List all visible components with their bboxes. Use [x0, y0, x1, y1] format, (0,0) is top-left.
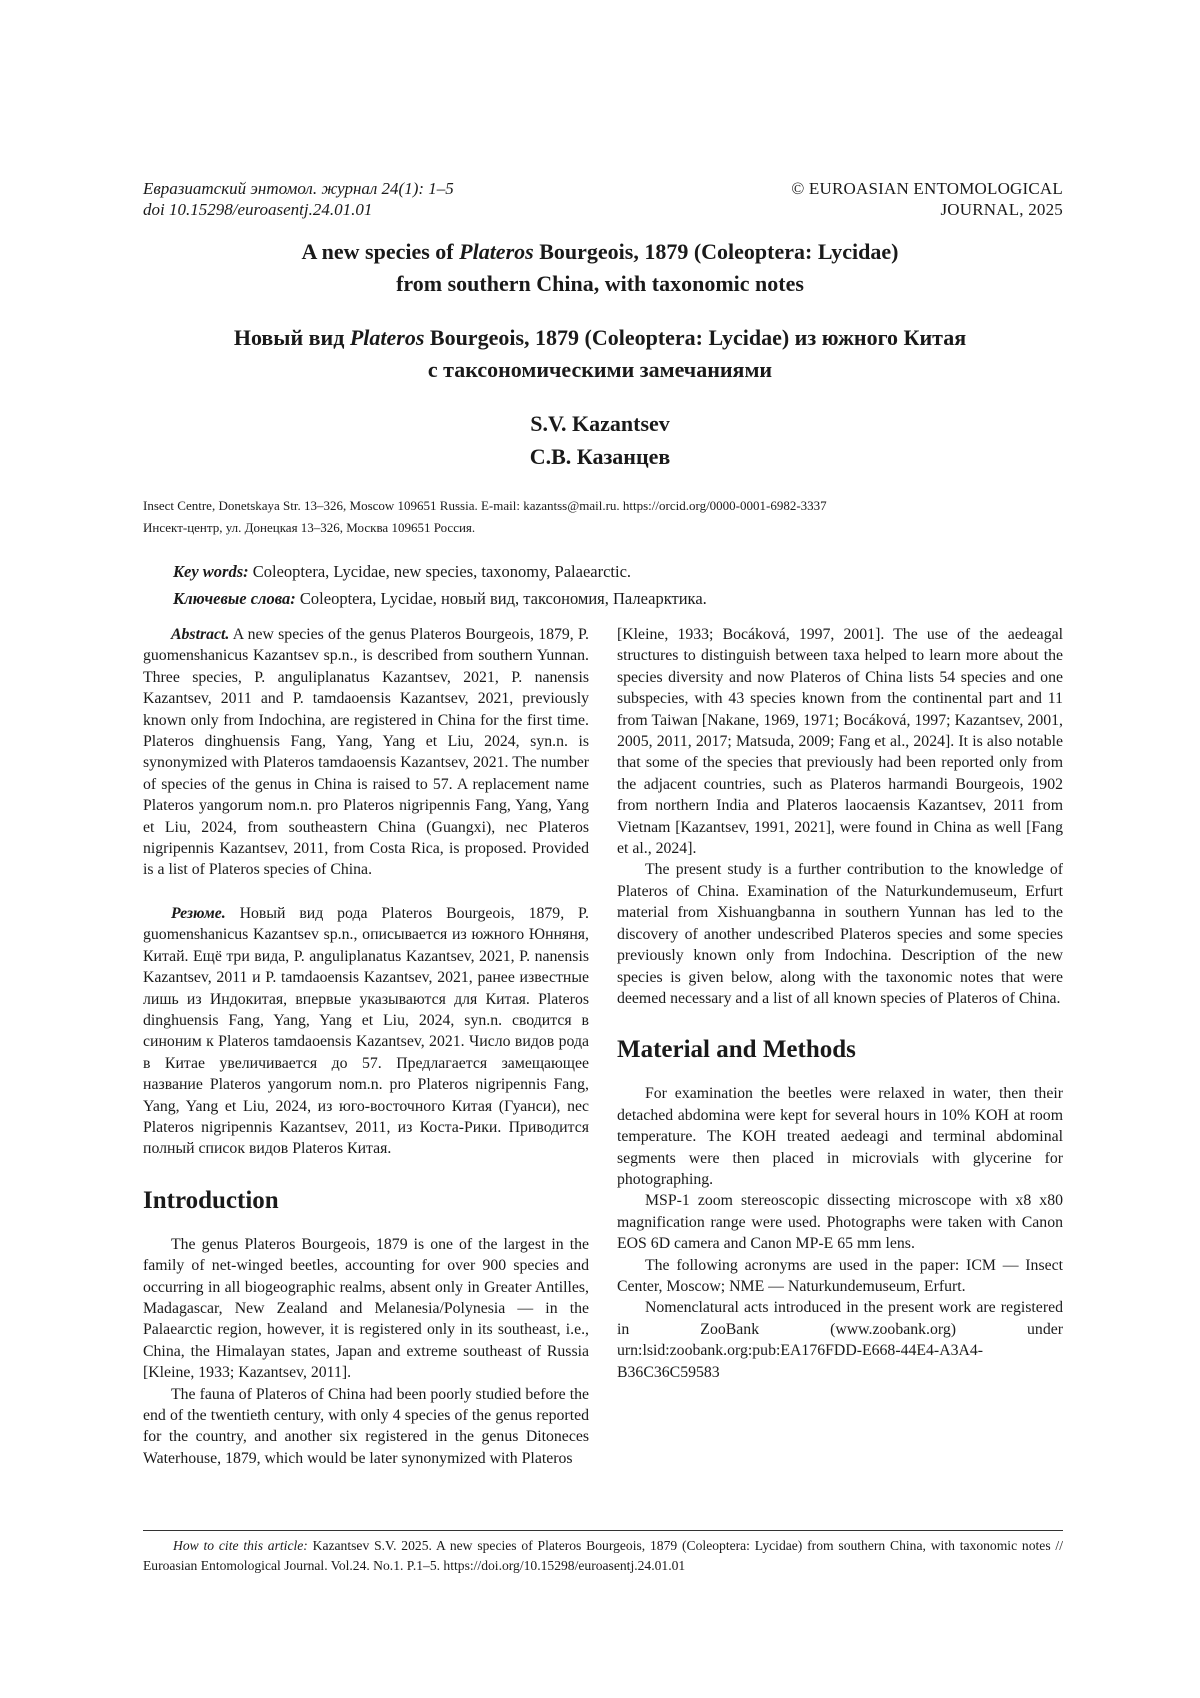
- methods-heading: Material and Methods: [617, 1036, 856, 1064]
- citation-text: Kazantsev S.V. 2025. A new species of Plateros Bourgeois, 1879 (Coleoptera: Lycidae) from southern China, with taxonomic notes // Euroasian Entomological Journal. Vol.24. No.1. P.1–5. https://doi.org/10.15298/euroasentj.24.01.01: [143, 1538, 1063, 1573]
- introduction-heading: Introduction: [143, 1186, 279, 1214]
- citation-label: How to cite this article:: [173, 1538, 308, 1553]
- copyright-block: [791, 178, 1063, 220]
- methods-paragraph: MSP-1 zoom stereoscopic dissecting microscope with x8 x80 magnification range were used. Photographs were taken with Canon EOS 6D camera and Canon MP-E 65 mm lens.: [617, 1192, 1063, 1253]
- author-russian: С.В. Казанцев: [529, 444, 671, 469]
- affiliation-russian: Инсект-центр, ул. Донецкая 13–326, Москва 109651 Россия.: [143, 520, 476, 535]
- copyright-line-2: JOURNAL, 2025: [940, 200, 1063, 219]
- methods-paragraph: The following acronyms are used in the paper: ICM — Insect Center, Moscow; NME — Naturkundemuseum, Erfurt.: [617, 1256, 1063, 1295]
- doi-line: doi 10.15298/euroasentj.24.01.01: [143, 200, 373, 219]
- affiliation: [143, 495, 1063, 539]
- author-english: S.V. Kazantsev: [530, 411, 670, 436]
- right-column: [617, 624, 1063, 1383]
- affiliation-english: Insect Centre, Donetskaya Str. 13–326, Moscow 109651 Russia. E-mail: kazantss@mail.ru. https://orcid.org/0000-0001-6982-3337: [143, 498, 827, 513]
- resume: Резюме. Новый вид рода Plateros Bourgeois, 1879, P. guomenshanicus Kazantsev sp.n., описывается из южного Юнняня, Китай. Ещё три вида, P. anguliplanatus Kazantsev, 2021, P. nanensis Kazantsev, 2011 и P. tamdaoensis Kazantsev, 2021, ранее известные лишь из Индокитая, впервые указываются для Китая. Plateros dinghuensis Fang, Yang, Yang et Liu, 2024, syn.n. сводится в синоним к Plateros tamdaoensis Kazantsev, 2021. Число видов рода в Китае увеличивается до 57. Предлагается замещающее название Plateros yangorum nom.n. pro Plateros nigripennis Fang, Yang, Yang et Liu, 2024, из юго-восточного Китая (Гуанси), nec Plateros nigripennis Kazantsev, 2011, из Коста-Рики. Приводится полный список видов Plateros Китая.: [143, 904, 589, 1158]
- title-russian: Новый вид Plateros Bourgeois, 1879 (Coleoptera: Lycidae) из южного Китая с таксономическими замечаниями: [233, 325, 967, 382]
- keywords-label: Key words:: [173, 562, 249, 581]
- journal-header: [143, 178, 454, 220]
- intro-paragraph: The present study is a further contribution to the knowledge of Plateros of China. Examination of the Naturkundemuseum, Erfurt material from Xishuangbanna in southern Yunnan has led to the discovery of another undescribed Plateros species and some species previously known only from Indochina. Description of the new species is given below, along with the taxonomic notes that were deemed necessary and a list of all known species of Plateros of China.: [617, 861, 1063, 1007]
- footer-divider: [143, 1530, 1063, 1531]
- abstract: Abstract. A new species of the genus Plateros Bourgeois, 1879, P. guomenshanicus Kazantsev sp.n., is described from southern Yunnan. Three species, P. anguliplanatus Kazantsev, 2021, P. nanensis Kazantsev, 2011 and P. tamdaoensis Kazantsev, 2021, previously known only from Indochina, are registered in China for the first time. Plateros dinghuensis Fang, Yang, Yang et Liu, 2024, syn.n. is synonymized with Plateros tamdaoensis Kazantsev, 2021. The number of species of the genus in China is raised to 57. A replacement name Plateros yangorum nom.n. pro Plateros nigripennis Fang, Yang, Yang et Liu, 2024, from southeastern China (Guangxi), nec Plateros nigripennis Kazantsev, 2011, from Costa Rica, is proposed. Provided is a list of Plateros species of China.: [143, 626, 589, 879]
- copyright-line-1: © EUROASIAN ENTOMOLOGICAL: [791, 179, 1063, 198]
- authors: [150, 407, 1050, 473]
- left-column: [143, 624, 589, 1469]
- journal-citation: Евразиатский энтомол. журнал 24(1): 1–5: [143, 179, 454, 198]
- keywords-ru-label: Ключевые слова:: [173, 589, 296, 608]
- methods-paragraph: Nomenclatural acts introduced in the present work are registered in ZooBank (www.zoobank.org) under urn:lsid:zoobank.org:pub:EA176FDD-E668-44E4-A3A4-B36C36C59583: [617, 1299, 1063, 1381]
- intro-paragraph-continued: [Kleine, 1933; Bocáková, 1997, 2001]. The use of the aedeagal structures to distinguish between taxa helped to learn more about the species diversity and now Plateros of China lists 54 species and one subspecies, with 43 species known from the continental part and 11 from Taiwan [Nakane, 1969, 1971; Bocáková, 1997; Kazantsev, 2001, 2005, 2011, 2017; Matsuda, 2009; Fang et al., 2024]. It is also notable that some of the species that previously had been reported only from the adjacent countries, such as Plateros harmandi Bourgeois, 1902 from northern India and Plateros laocaensis Kazantsev, 2011 from Vietnam [Kazantsev, 1991, 2021], were found in China as well [Fang et al., 2024].: [617, 626, 1063, 858]
- title-english: A new species of Plateros Bourgeois, 1879 (Coleoptera: Lycidae) from southern China, with taxonomic notes: [301, 239, 899, 296]
- intro-paragraph: The fauna of Plateros of China had been poorly studied before the end of the twentieth century, with only 4 species of the genus reported for the country, and another six registered in the genus Ditoneces Waterhouse, 1879, which would be later synonymized with Plateros: [143, 1385, 589, 1467]
- intro-paragraph: The genus Plateros Bourgeois, 1879 is one of the largest in the family of net-winged beetles, accounting for over 900 species and occurring in all biogeographic realms, absent only in Greater Antilles, Madagascar, New Zealand and Melanesia/Polynesia — in the Palaearctic region, however, it is registered only in its southeast, i.e., China, the Himalayan states, Japan and extreme southeast of Russia [Kleine, 1933; Kazantsev, 2011].: [143, 1235, 589, 1382]
- citation-footer: [143, 1536, 1063, 1576]
- keywords: Key words: Coleoptera, Lycidae, new species, taxonomy, Palaearctic. Ключевые слова: Coleoptera, Lycidae, новый вид, таксономия, Палеарктика.: [173, 562, 707, 608]
- methods-paragraph: For examination the beetles were relaxed in water, then their detached abdomina were kept for several hours in 10% KOH at room temperature. The KOH treated aedeagi and terminal abdominal segments were then placed in microvials with glycerine for photographing.: [617, 1085, 1063, 1188]
